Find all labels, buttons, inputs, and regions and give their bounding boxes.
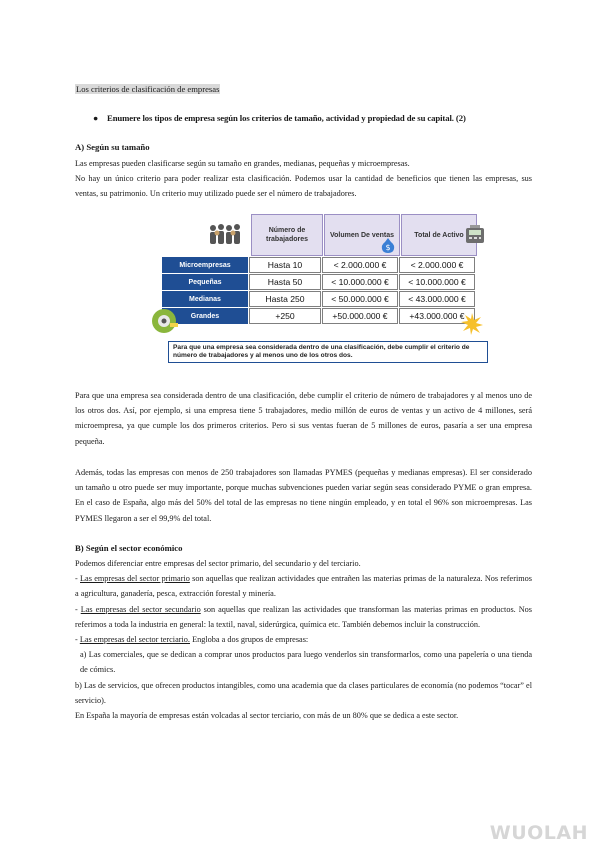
row-label: Microempresas <box>162 257 248 273</box>
primary-sector-text: son aquellas que realizan actividades que entrañen las materias primas de la naturaleza. Nos referimos a agricultura, ganadería, pesca, extracción forestal y minería. <box>75 574 532 599</box>
section-b-heading: B) Según el sector económico <box>75 543 183 553</box>
cell-workers: +250 <box>249 308 321 324</box>
svg-text:$: $ <box>385 243 391 252</box>
table-row <box>162 274 482 290</box>
cell-assets: < 2.000.000 € <box>399 257 475 273</box>
question-text: Enumere los tipos de empresa según los criterios de tamaño, actividad y propiedad de su capital. (2) <box>107 113 466 123</box>
measuring-tape-icon <box>150 307 178 335</box>
cell-assets: < 43.000.000 € <box>399 291 475 307</box>
tertiary-item-b: b) Las de servicios, que ofrecen productos intangibles, como una academia que da clases particulares de economía (no podemos “tocar” el servicio). <box>75 680 532 705</box>
section-a-paragraph-2: Además, todas las empresas con menos de 250 trabajadores son llamadas PYMES (pequeñas y medianas empresas). El ser considerado un tamaño u otro puede ser muy importante, porque muchas subvenciones pueden variar según seas considerado PYME o gran empresa. En el caso de España, algo más del 50% del total de las empresas no tiene ningún empleado, y en total el 96% son microempresas. Las PYMES llegaron a ser el 99,9% del total. <box>75 468 532 523</box>
tertiary-sector-item: - Las empresas del sector terciario. Engloba a dos grupos de empresas: <box>75 635 309 645</box>
watermark-logo: WUOLAH <box>489 822 588 844</box>
table-row <box>162 308 482 324</box>
cell-assets: +43.000.000 € <box>399 308 475 324</box>
cell-sales: +50.000.000 € <box>322 308 398 324</box>
header-sales: Volumen De ventas <box>324 214 400 256</box>
people-icon <box>208 222 242 248</box>
bullet-dot-icon: ● <box>93 113 99 123</box>
row-label: Grandes <box>162 308 248 324</box>
money-bag-icon <box>380 236 396 254</box>
table-row <box>162 291 482 307</box>
header-workers: Número de trabajadores <box>251 214 323 256</box>
cell-workers: Hasta 250 <box>249 291 321 307</box>
section-b-intro: Podemos diferenciar entre empresas del sector primario, del secundario y del terciario. <box>75 559 361 568</box>
section-a-intro <box>75 156 532 202</box>
header-assets: Total de Activo <box>401 214 477 256</box>
question-bullet <box>93 113 533 123</box>
tertiary-sector-text: Engloba a dos grupos de empresas: <box>190 635 309 645</box>
intro-line-2: No hay un único criterio para poder realizar esta clasificación. Podemos usar la cantidad de beneficios que tienen las empresas, sus ventas, su patrimonio. Un criterio muy utilizado puede ser el número de trabajadores. <box>75 174 532 199</box>
section-a-paragraph-1: Para que una empresa sea considerada dentro de una clasificación, debe cumplir el criterio de número de trabajadores y al menos uno de los otros dos. Así, por ejemplo, si una empresa tiene 5 trabajadores, medio millón de euros de ventas y un activo de 4 millones, será microempresa, ya que cumple los dos primeros criterios. Pero si sus ventas fueran de 5 millones de euros, pasaría a ser una empresa pequeña. <box>75 391 532 446</box>
cell-sales: < 2.000.000 € <box>322 257 398 273</box>
secondary-sector-text: son aquellas que realizan las actividades que transforman las materias primas en productos. Nos referimos a toda la industria en general: la textil, naval, siderúrgica, química etc. También debemos incluir la construcción. <box>75 604 533 629</box>
cell-workers: Hasta 10 <box>249 257 321 273</box>
cell-workers: Hasta 50 <box>249 274 321 290</box>
table-note: Para que una empresa sea considerada dentro de una clasificación, debe cumplir el criterio de número de trabajadores y al menos uno de los otros dos. <box>168 341 488 363</box>
cell-sales: < 50.000.000 € <box>322 291 398 307</box>
row-label: Pequeñas <box>162 274 248 290</box>
document-title: Los criterios de clasificación de empresas <box>76 84 220 94</box>
tertiary-sector-link: Las empresas del sector terciario. <box>79 635 190 645</box>
primary-sector-link: Las empresas del sector primario <box>80 574 190 584</box>
primary-sector-item: - Las empresas del sector primario son aquellas que realizan actividades que entrañen las materias primas de la naturaleza. Nos referimos a agricultura, ganadería, pesca, extracción forestal y minería. <box>75 574 532 599</box>
table-row <box>162 257 482 273</box>
row-label: Medianas <box>162 291 248 307</box>
cell-sales: < 10.000.000 € <box>322 274 398 290</box>
section-b-closing: En España la mayoría de empresas están volcadas al sector terciario, con más de un 80% que se dedica a este sector. <box>75 711 459 721</box>
cash-register-icon <box>464 224 486 246</box>
starburst-icon <box>461 313 483 335</box>
tertiary-item-a: a) Las comerciales, que se dedican a comprar unos productos para luego venderlos sin transformarlos, como una papelería o una tienda de cómics. <box>80 650 532 675</box>
secondary-sector-link: Las empresas del sector secundario <box>80 604 201 614</box>
section-a-heading: A) Según su tamaño <box>75 142 150 152</box>
secondary-sector-item: - Las empresas del sector secundario son aquellas que realizan las actividades que transforman las materias primas en productos. Nos referimos a toda la industria en general: la textil, naval, siderúrgica, química etc. También debemos incluir la construcción. <box>75 604 533 629</box>
cell-assets: < 10.000.000 € <box>399 274 475 290</box>
intro-line-1: Las empresas pueden clasificarse según su tamaño en grandes, medianas, pequeñas y microempresas. <box>75 159 410 168</box>
section-b-body <box>75 556 532 723</box>
size-classification-infographic <box>158 214 488 364</box>
